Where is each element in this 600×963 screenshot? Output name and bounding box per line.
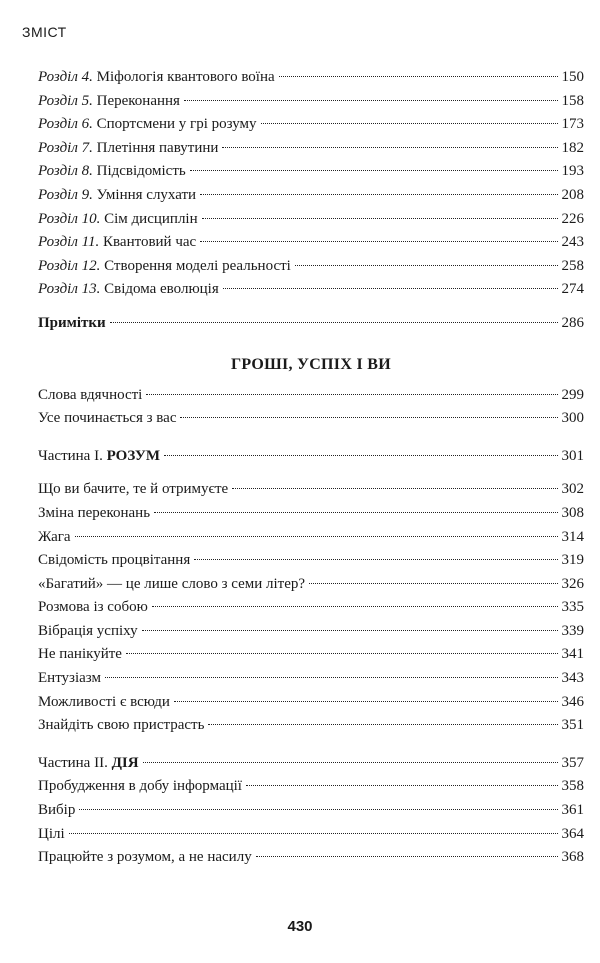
toc-entry[interactable]	[38, 823, 584, 847]
entry-page: 308	[561, 504, 584, 521]
toc-entry[interactable]	[38, 231, 584, 255]
running-header: ЗМІСТ	[22, 24, 67, 40]
dot-leader	[309, 583, 557, 584]
intro-list	[38, 384, 584, 431]
toc-entry[interactable]	[38, 667, 584, 691]
entry-prefix: Розділ 7.	[38, 139, 93, 156]
entry-label: Спортсмени у грі розуму	[96, 116, 257, 133]
toc-entry[interactable]	[38, 714, 584, 738]
dot-leader	[105, 677, 557, 678]
toc-entry[interactable]	[38, 208, 584, 232]
entry-title	[38, 255, 293, 279]
entry-title	[38, 445, 162, 469]
dot-leader	[110, 322, 558, 323]
entry-label: Створення моделі реальності	[104, 257, 291, 274]
entry-prefix: Розділ 11.	[38, 234, 100, 251]
entry-prefix: Розділ 8.	[38, 163, 93, 180]
part2-list	[38, 775, 584, 869]
dot-leader	[180, 417, 557, 418]
entry-title	[38, 184, 198, 208]
entry-page: 274	[561, 281, 584, 298]
toc-entry[interactable]	[38, 113, 584, 137]
entry-title	[38, 231, 198, 255]
entry-label: Примітки	[38, 314, 106, 331]
entry-title	[38, 137, 220, 161]
entry-title	[38, 278, 221, 302]
entry-page: 368	[561, 849, 584, 866]
entry-label: Знайдіть свою пристрасть	[38, 717, 205, 734]
entry-prefix: Розділ 5.	[38, 92, 93, 109]
dot-leader	[279, 76, 558, 77]
entry-page: 314	[561, 528, 584, 545]
entry-prefix: Розділ 12.	[38, 257, 101, 274]
entry-page: 335	[561, 599, 584, 616]
entry-page: 150	[561, 69, 584, 85]
entry-page: 326	[561, 575, 584, 592]
entry-label: Свідомість процвітання	[38, 552, 191, 569]
entry-prefix: Розділ 6.	[38, 116, 93, 133]
dot-leader	[200, 194, 557, 195]
toc-entry[interactable]	[38, 407, 584, 431]
dot-leader	[223, 288, 558, 289]
toc-entry[interactable]	[38, 278, 584, 302]
dot-leader	[146, 394, 557, 395]
toc-entry[interactable]	[38, 596, 584, 620]
entry-label: Що ви бачите, те й отримуєте	[38, 481, 229, 498]
dot-leader	[256, 856, 558, 857]
toc-entry[interactable]	[38, 775, 584, 799]
entry-label: Цілі	[38, 825, 65, 842]
entry-label: Не панікуйте	[38, 646, 122, 663]
toc-entry[interactable]	[38, 66, 584, 90]
entry-page: 182	[561, 139, 584, 156]
entry-page: 343	[561, 670, 584, 687]
entry-label: Свідома еволюція	[104, 281, 219, 298]
toc-entry[interactable]	[38, 255, 584, 279]
toc-entry[interactable]	[38, 643, 584, 667]
entry-prefix: Розділ 13.	[38, 281, 101, 298]
entry-page: 358	[561, 778, 584, 795]
toc-part-heading[interactable]	[38, 752, 584, 776]
entry-title	[38, 113, 259, 137]
entry-label: Працюйте з розумом, а не насилу	[38, 849, 252, 866]
entry-label: Квантовий час	[103, 234, 197, 251]
dot-leader	[174, 701, 558, 702]
entry-label: «Багатий» — це лише слово з семи літер?	[38, 575, 306, 592]
entry-label: Зміна переконань	[38, 504, 151, 521]
entry-page: 226	[561, 210, 584, 227]
toc-entry[interactable]	[38, 137, 584, 161]
entry-label: Уміння слухати	[96, 186, 197, 203]
entry-prefix: Розділ 10.	[38, 210, 101, 227]
entry-label: Слова вдячності	[38, 386, 143, 403]
dot-leader	[79, 809, 557, 810]
entry-page: 286	[561, 314, 584, 331]
entry-label: Пробудження в добу інформації	[38, 778, 242, 795]
entry-label: Жага	[38, 528, 71, 545]
toc-part-heading[interactable]	[38, 445, 584, 469]
entry-label: Сім дисциплін	[104, 210, 198, 227]
toc-entry[interactable]	[38, 184, 584, 208]
dot-leader	[142, 630, 558, 631]
entry-title	[38, 752, 141, 776]
toc-entry[interactable]	[38, 691, 584, 715]
toc-entry[interactable]	[38, 573, 584, 597]
entry-page: 301	[561, 447, 584, 464]
entry-page: 258	[561, 257, 584, 274]
entry-label: Можливості є всюди	[38, 693, 170, 710]
entry-label: Міфологія квантового воїна	[96, 69, 275, 85]
dot-leader	[143, 762, 558, 763]
toc-entry[interactable]	[38, 549, 584, 573]
entry-title	[38, 160, 188, 184]
entry-page: 299	[561, 386, 584, 403]
section-title: ГРОШІ, УСПІХ І ВИ	[230, 355, 392, 373]
entry-label: Вибір	[38, 802, 76, 819]
entry-page: 341	[561, 646, 584, 663]
toc-entry[interactable]	[38, 384, 584, 408]
toc-entry[interactable]	[38, 502, 584, 526]
dot-leader	[222, 147, 557, 148]
entry-page: 173	[561, 116, 584, 133]
toc-entry-notes[interactable]	[38, 312, 584, 336]
entry-label: Усе починається з вас	[38, 410, 177, 427]
entry-title	[38, 66, 277, 90]
dot-leader	[126, 653, 558, 654]
entry-page: 319	[561, 552, 584, 569]
part-prefix: Частина II.	[38, 754, 108, 771]
entry-page: 357	[561, 754, 584, 771]
entry-label: Плетіння павутини	[96, 139, 219, 156]
dot-leader	[246, 785, 558, 786]
page-number: 430	[287, 918, 313, 935]
entry-page: 193	[561, 163, 584, 180]
entry-prefix: Розділ 4.	[38, 69, 93, 85]
chapter-list	[38, 66, 584, 302]
dot-leader	[69, 833, 558, 834]
toc-entry[interactable]	[38, 620, 584, 644]
entry-page: 364	[561, 825, 584, 842]
entry-page: 346	[561, 693, 584, 710]
entry-label: Ентузіазм	[38, 670, 102, 687]
table-of-contents	[38, 66, 584, 870]
part1-list	[38, 478, 584, 738]
toc-entry[interactable]	[38, 90, 584, 114]
entry-label: Вібрація успіху	[38, 622, 138, 639]
toc-entry[interactable]	[38, 526, 584, 550]
dot-leader	[261, 123, 558, 124]
part-prefix: Частина I.	[38, 447, 103, 464]
dot-leader	[200, 241, 557, 242]
part-name: ДІЯ	[111, 754, 139, 771]
dot-leader	[75, 536, 558, 537]
entry-label: Розмова із собою	[38, 599, 148, 616]
dot-leader	[194, 559, 557, 560]
toc-entry[interactable]	[38, 160, 584, 184]
dot-leader	[190, 170, 558, 171]
dot-leader	[295, 265, 558, 266]
dot-leader	[152, 606, 558, 607]
entry-page: 361	[561, 802, 584, 819]
dot-leader	[154, 512, 557, 513]
toc-entry[interactable]	[38, 799, 584, 823]
entry-prefix: Розділ 9.	[38, 186, 93, 203]
entry-title	[38, 208, 200, 232]
dot-leader	[184, 100, 558, 101]
part-name: РОЗУМ	[106, 447, 161, 464]
dot-leader	[232, 488, 557, 489]
toc-entry[interactable]	[38, 478, 584, 502]
entry-page: 208	[561, 186, 584, 203]
entry-page: 158	[561, 92, 584, 109]
entry-title	[38, 90, 182, 114]
dot-leader	[164, 455, 557, 456]
dot-leader	[208, 724, 557, 725]
toc-entry[interactable]	[38, 846, 584, 870]
entry-page: 302	[561, 481, 584, 498]
entry-label: Підсвідомість	[96, 163, 186, 180]
entry-page: 351	[561, 717, 584, 734]
entry-page: 339	[561, 622, 584, 639]
entry-page: 300	[561, 410, 584, 427]
entry-label: Переконання	[96, 92, 180, 109]
dot-leader	[202, 218, 558, 219]
entry-page: 243	[561, 234, 584, 251]
